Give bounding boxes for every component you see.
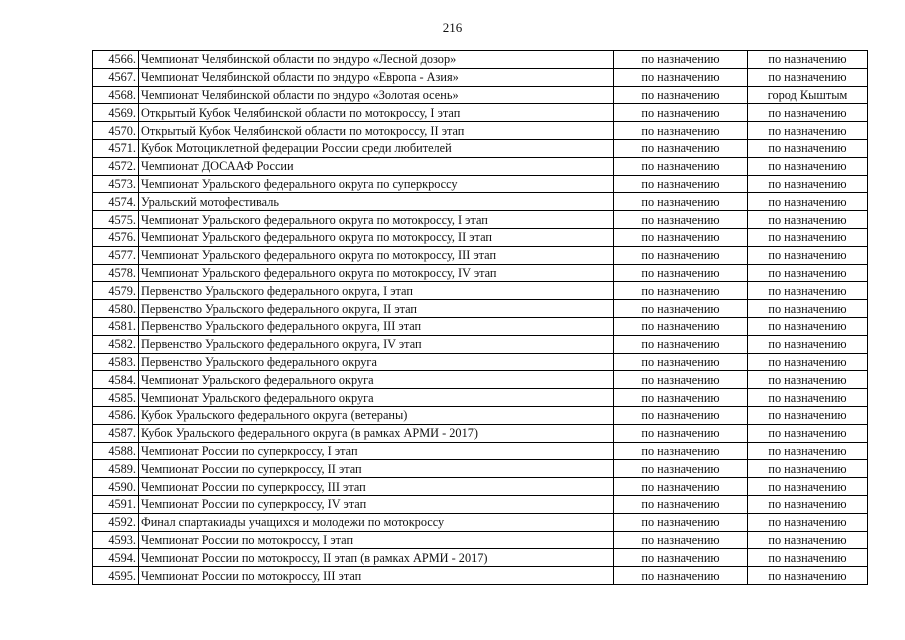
table-row xyxy=(93,371,868,389)
row-number: 4576. xyxy=(93,228,139,246)
row-number: 4575. xyxy=(93,211,139,229)
event-place: по назначению xyxy=(748,495,868,513)
events-table xyxy=(92,50,868,585)
event-date: по назначению xyxy=(614,157,748,175)
event-name: Кубок Уральского федерального округа (ветераны) xyxy=(139,406,614,424)
event-place: по назначению xyxy=(748,335,868,353)
table-row xyxy=(93,139,868,157)
table-row xyxy=(93,495,868,513)
row-number: 4570. xyxy=(93,122,139,140)
event-name: Чемпионат Челябинской области по эндуро «Золотая осень» xyxy=(139,86,614,104)
event-name: Чемпионат России по мотокроссу, I этап xyxy=(139,531,614,549)
event-name: Открытый Кубок Челябинской области по мотокроссу, II этап xyxy=(139,122,614,140)
row-number: 4573. xyxy=(93,175,139,193)
event-place: по назначению xyxy=(748,122,868,140)
event-date: по назначению xyxy=(614,442,748,460)
event-name: Первенство Уральского федерального округа, I этап xyxy=(139,282,614,300)
event-date: по назначению xyxy=(614,406,748,424)
row-number: 4569. xyxy=(93,104,139,122)
table-row xyxy=(93,567,868,585)
event-place: по назначению xyxy=(748,51,868,69)
event-place: по назначению xyxy=(748,371,868,389)
table-row xyxy=(93,228,868,246)
event-place: по назначению xyxy=(748,567,868,585)
event-date: по назначению xyxy=(614,353,748,371)
event-name: Чемпионат России по суперкроссу, II этап xyxy=(139,460,614,478)
event-place: по назначению xyxy=(748,460,868,478)
row-number: 4583. xyxy=(93,353,139,371)
event-date: по назначению xyxy=(614,567,748,585)
event-name: Чемпионат Уральского федерального округа по мотокроссу, III этап xyxy=(139,246,614,264)
event-name: Чемпионат Уральского федерального округа по мотокроссу, I этап xyxy=(139,211,614,229)
event-place: по назначению xyxy=(748,389,868,407)
table-row xyxy=(93,122,868,140)
event-name: Финал спартакиады учащихся и молодежи по мотокроссу xyxy=(139,513,614,531)
event-name: Первенство Уральского федерального округа, III этап xyxy=(139,317,614,335)
event-name: Чемпионат Уральского федерального округа xyxy=(139,371,614,389)
table-row xyxy=(93,442,868,460)
event-date: по назначению xyxy=(614,389,748,407)
event-name: Первенство Уральского федерального округа, II этап xyxy=(139,300,614,318)
table-row xyxy=(93,317,868,335)
table-row xyxy=(93,104,868,122)
event-place: по назначению xyxy=(748,175,868,193)
row-number: 4568. xyxy=(93,86,139,104)
event-place: по назначению xyxy=(748,300,868,318)
row-number: 4588. xyxy=(93,442,139,460)
table-row xyxy=(93,246,868,264)
event-place: по назначению xyxy=(748,282,868,300)
event-date: по назначению xyxy=(614,460,748,478)
row-number: 4594. xyxy=(93,549,139,567)
event-name: Чемпионат ДОСААФ России xyxy=(139,157,614,175)
event-date: по назначению xyxy=(614,371,748,389)
row-number: 4578. xyxy=(93,264,139,282)
event-date: по назначению xyxy=(614,424,748,442)
event-name: Чемпионат Уральского федерального округа по суперкроссу xyxy=(139,175,614,193)
event-place: по назначению xyxy=(748,193,868,211)
event-name: Чемпионат России по мотокроссу, II этап (в рамках АРМИ - 2017) xyxy=(139,549,614,567)
table-row xyxy=(93,211,868,229)
event-place: по назначению xyxy=(748,478,868,496)
row-number: 4580. xyxy=(93,300,139,318)
event-name: Кубок Мотоциклетной федерации России среди любителей xyxy=(139,139,614,157)
event-date: по назначению xyxy=(614,478,748,496)
event-place: по назначению xyxy=(748,424,868,442)
event-name: Чемпионат Челябинской области по эндуро «Европа - Азия» xyxy=(139,68,614,86)
event-date: по назначению xyxy=(614,495,748,513)
row-number: 4582. xyxy=(93,335,139,353)
table-row xyxy=(93,175,868,193)
event-date: по назначению xyxy=(614,300,748,318)
table-row xyxy=(93,300,868,318)
event-place: по назначению xyxy=(748,228,868,246)
table-row xyxy=(93,86,868,104)
event-date: по назначению xyxy=(614,513,748,531)
event-place: по назначению xyxy=(748,104,868,122)
event-date: по назначению xyxy=(614,264,748,282)
event-name: Чемпионат России по суперкроссу, IV этап xyxy=(139,495,614,513)
row-number: 4591. xyxy=(93,495,139,513)
row-number: 4579. xyxy=(93,282,139,300)
table-row xyxy=(93,478,868,496)
row-number: 4572. xyxy=(93,157,139,175)
row-number: 4567. xyxy=(93,68,139,86)
event-date: по назначению xyxy=(614,317,748,335)
event-name: Чемпионат Уральского федерального округа xyxy=(139,389,614,407)
row-number: 4584. xyxy=(93,371,139,389)
event-place: по назначению xyxy=(748,317,868,335)
event-date: по назначению xyxy=(614,86,748,104)
row-number: 4590. xyxy=(93,478,139,496)
event-place: по назначению xyxy=(748,442,868,460)
table-row xyxy=(93,406,868,424)
row-number: 4581. xyxy=(93,317,139,335)
row-number: 4593. xyxy=(93,531,139,549)
table-row xyxy=(93,513,868,531)
table-row xyxy=(93,282,868,300)
event-place: по назначению xyxy=(748,157,868,175)
table-row xyxy=(93,193,868,211)
event-name: Кубок Уральского федерального округа (в рамках АРМИ - 2017) xyxy=(139,424,614,442)
event-place: по назначению xyxy=(748,513,868,531)
event-date: по назначению xyxy=(614,139,748,157)
event-date: по назначению xyxy=(614,335,748,353)
page-number: 216 xyxy=(442,20,463,35)
event-date: по назначению xyxy=(614,104,748,122)
event-date: по назначению xyxy=(614,246,748,264)
event-date: по назначению xyxy=(614,211,748,229)
table-row xyxy=(93,68,868,86)
event-date: по назначению xyxy=(614,282,748,300)
table-row xyxy=(93,51,868,69)
event-date: по назначению xyxy=(614,228,748,246)
table-row xyxy=(93,549,868,567)
event-name: Уральский мотофестиваль xyxy=(139,193,614,211)
table-row xyxy=(93,389,868,407)
event-name: Чемпионат Уральского федерального округа по мотокроссу, II этап xyxy=(139,228,614,246)
event-name: Чемпионат Уральского федерального округа по мотокроссу, IV этап xyxy=(139,264,614,282)
event-place: по назначению xyxy=(748,68,868,86)
table-row xyxy=(93,460,868,478)
event-date: по назначению xyxy=(614,51,748,69)
row-number: 4571. xyxy=(93,139,139,157)
table-row xyxy=(93,157,868,175)
event-name: Первенство Уральского федерального округа, IV этап xyxy=(139,335,614,353)
events-table-body xyxy=(93,51,868,585)
table-row xyxy=(93,264,868,282)
table-row xyxy=(93,335,868,353)
row-number: 4592. xyxy=(93,513,139,531)
event-place: по назначению xyxy=(748,549,868,567)
event-place: по назначению xyxy=(748,531,868,549)
row-number: 4586. xyxy=(93,406,139,424)
table-row xyxy=(93,353,868,371)
row-number: 4577. xyxy=(93,246,139,264)
event-place: по назначению xyxy=(748,211,868,229)
table-row xyxy=(93,531,868,549)
event-date: по назначению xyxy=(614,549,748,567)
event-name: Открытый Кубок Челябинской области по мотокроссу, I этап xyxy=(139,104,614,122)
event-place: по назначению xyxy=(748,264,868,282)
event-name: Чемпионат России по суперкроссу, I этап xyxy=(139,442,614,460)
row-number: 4574. xyxy=(93,193,139,211)
table-row xyxy=(93,424,868,442)
event-date: по назначению xyxy=(614,175,748,193)
event-date: по назначению xyxy=(614,531,748,549)
event-name: Первенство Уральского федерального округа xyxy=(139,353,614,371)
row-number: 4585. xyxy=(93,389,139,407)
row-number: 4566. xyxy=(93,51,139,69)
event-date: по назначению xyxy=(614,122,748,140)
event-name: Чемпионат России по суперкроссу, III этап xyxy=(139,478,614,496)
event-name: Чемпионат России по мотокроссу, III этап xyxy=(139,567,614,585)
event-place: по назначению xyxy=(748,246,868,264)
event-place: по назначению xyxy=(748,353,868,371)
row-number: 4595. xyxy=(93,567,139,585)
row-number: 4589. xyxy=(93,460,139,478)
event-place: по назначению xyxy=(748,139,868,157)
event-place: город Кыштым xyxy=(748,86,868,104)
event-date: по назначению xyxy=(614,68,748,86)
event-date: по назначению xyxy=(614,193,748,211)
event-place: по назначению xyxy=(748,406,868,424)
event-name: Чемпионат Челябинской области по эндуро «Лесной дозор» xyxy=(139,51,614,69)
row-number: 4587. xyxy=(93,424,139,442)
